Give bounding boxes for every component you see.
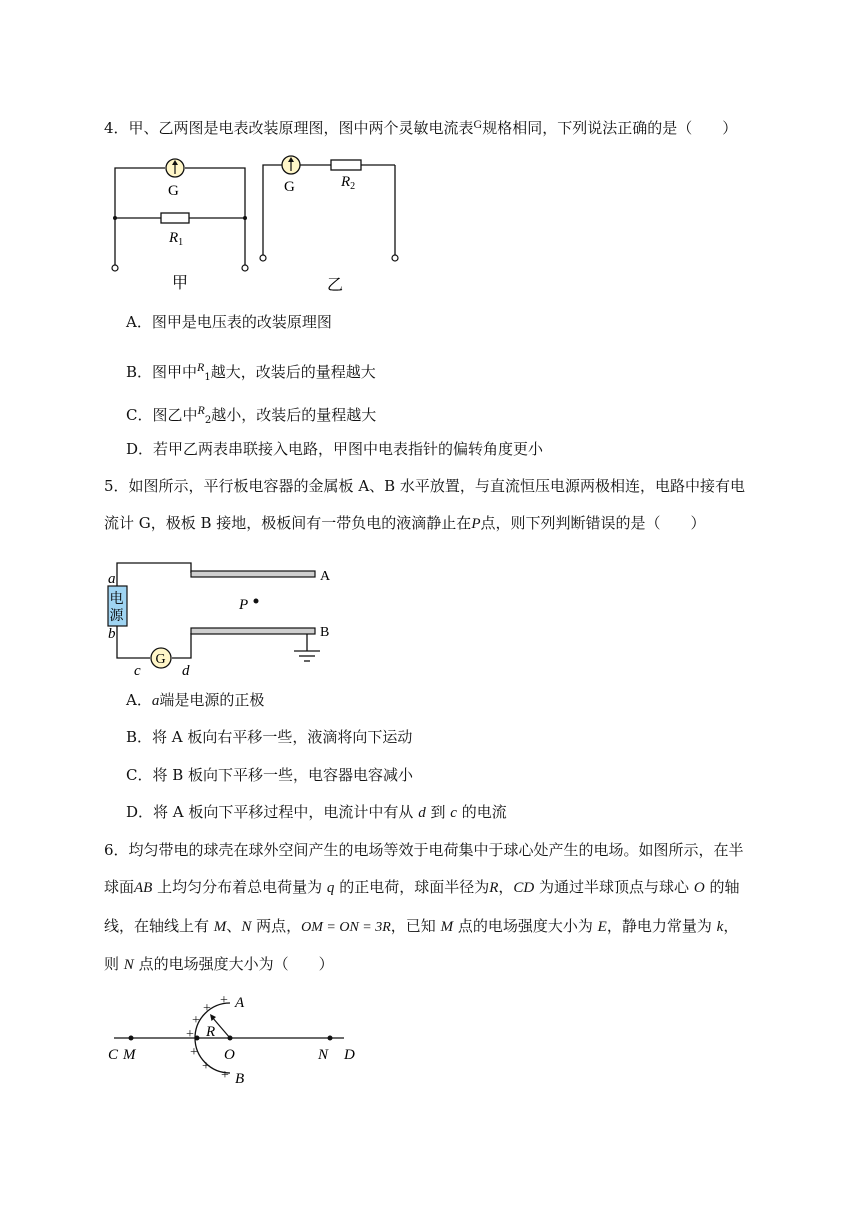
q4-stem-g: G — [473, 117, 483, 131]
svg-text:+: + — [221, 1068, 229, 1083]
q4-jia-g-label: G — [168, 183, 179, 199]
svg-text:源: 源 — [109, 609, 124, 624]
q4-figure-jia — [105, 150, 255, 290]
svg-text:G: G — [155, 652, 166, 667]
q4-option-d: D．若甲乙两表串联接入电路，甲图中电表指针的偏转角度更小 — [126, 440, 544, 458]
q5-stem-line2: 流计 G，极板 B 接地，极板间有一带负电的液滴静止在P点，则下列判断错误的是（ ） — [104, 514, 706, 532]
svg-text:B: B — [235, 1071, 245, 1087]
q4-stem: 4．甲、乙两图是电表改装原理图，图中两个灵敏电流表$^G$规格相同，下列说法正确的是（ ） — [104, 117, 738, 137]
q4-jia-caption: 甲 — [172, 275, 189, 292]
q6-stem-line3: 线，在轴线上有 M、N 两点，OM = ON = 3R，已知 M 点的电场强度大小为 E，静电力常量为 k， — [104, 917, 739, 935]
svg-text:R: R — [206, 1024, 216, 1040]
q5-stem-line1: 5．如图所示，平行板电容器的金属板 A、B 水平放置，与直流恒压电源两极相连，电路中接有电 — [104, 477, 745, 495]
plate-b — [191, 628, 315, 634]
svg-text:+: + — [190, 1045, 198, 1060]
q4-figure-yi — [255, 150, 405, 294]
q4-option-a: A．图甲是电压表的改装原理图 — [126, 313, 332, 331]
q6-stem-line4: 则 N 点的电场强度大小为（ ） — [104, 955, 334, 973]
svg-text:A: A — [320, 569, 331, 584]
droplet-p — [254, 599, 259, 604]
svg-text:c: c — [134, 663, 141, 679]
q4-option-b: B．图甲中$^R_1$越大，改装后的量程越大 — [126, 360, 376, 383]
svg-text:D: D — [344, 1047, 355, 1063]
q5-option-a: A．a端是电源的正极 — [126, 691, 265, 709]
q4-r2-label: $R_2$ — [341, 174, 356, 192]
svg-text:+: + — [202, 1059, 210, 1074]
svg-text:b: b — [108, 626, 116, 642]
svg-text:P: P — [239, 597, 249, 613]
svg-text:+: + — [186, 1027, 194, 1042]
q6-equation: OM = ON = 3R — [301, 920, 391, 935]
svg-text:O: O — [224, 1047, 235, 1063]
q6-stem-line2: 球面AB 上均匀分布着总电荷量为 q 的正电荷，球面半径为R，CD 为通过半球顶点与球心 O 的轴 — [104, 878, 740, 896]
svg-text:+: + — [192, 1013, 200, 1028]
q4-yi-g-label: G — [284, 179, 295, 195]
svg-text:d: d — [182, 663, 190, 679]
svg-text:A: A — [235, 995, 245, 1011]
svg-text:B: B — [320, 625, 330, 640]
q4-yi-caption: 乙 — [327, 277, 344, 294]
svg-text:+: + — [220, 993, 228, 1008]
q4-option-c: C．图乙中$^R_2$越小，改装后的量程越大 — [126, 403, 377, 426]
svg-text:+: + — [203, 1001, 211, 1016]
q5-option-c: C．将 B 板向下平移一些，电容器电容减小 — [126, 766, 414, 784]
q4-r1-label: $R_1$ — [169, 230, 184, 248]
svg-text:N: N — [318, 1047, 329, 1063]
q5-option-b: B．将 A 板向右平移一些，液滴将向下运动 — [126, 728, 413, 746]
q5-option-d: D．将 A 板向下平移过程中，电流计中有从 d 到 c 的电流 — [126, 803, 507, 821]
svg-text:电: 电 — [109, 592, 124, 607]
q6-stem-line1: 6．均匀带电的球壳在球外空间产生的电场等效于电荷集中于球心处产生的电场。如图所示，在半 — [104, 841, 744, 859]
svg-text:a: a — [108, 571, 116, 587]
q6-hemisphere-figure — [104, 990, 364, 1090]
plate-a — [191, 571, 315, 577]
svg-text:M: M — [123, 1047, 136, 1063]
svg-text:C: C — [108, 1047, 119, 1063]
q5-capacitor-figure — [105, 553, 345, 683]
